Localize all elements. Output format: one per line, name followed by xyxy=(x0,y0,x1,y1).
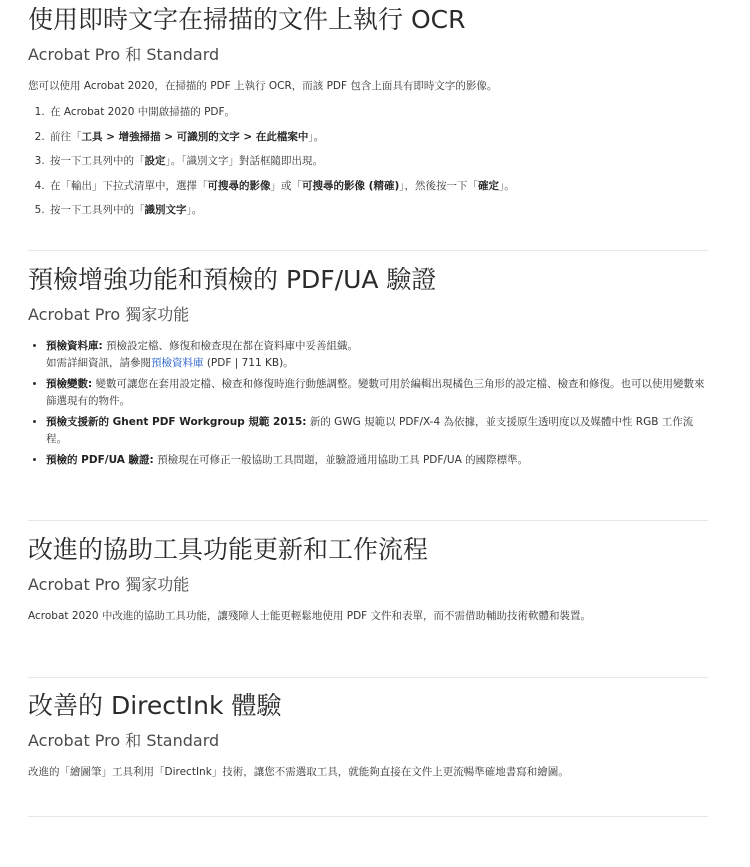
section-divider xyxy=(28,520,708,521)
bullet-heading: 預檢變數: xyxy=(46,378,93,390)
section-divider xyxy=(28,677,708,678)
bullet-text: 如需詳細資訊，請參閱 xyxy=(46,356,151,369)
list-item xyxy=(46,452,708,469)
step-emphasis: 設定 xyxy=(144,155,166,167)
section-preflight xyxy=(28,264,708,474)
preflight-bullets xyxy=(28,338,708,469)
section-divider xyxy=(28,250,708,251)
section-subtitle: Acrobat Pro 獨家功能 xyxy=(28,305,190,324)
step-emphasis: 識別文字 xyxy=(144,204,187,216)
section-paragraph: Acrobat 2020 中改進的協助工具功能，讓殘障人士能更輕鬆地使用 PDF 文件和表單，而不需借助輔助技術軟體和裝置。 xyxy=(28,610,592,622)
list-item xyxy=(46,414,708,447)
step-text: 」。 xyxy=(499,179,515,192)
section-subtitle: Acrobat Pro 獨家功能 xyxy=(28,575,190,594)
list-item xyxy=(48,174,708,199)
bullet-heading: 預檢資料庫: xyxy=(46,340,103,352)
section-ocr xyxy=(28,4,708,223)
section-title: 改善的 DirectInk 體驗 xyxy=(28,691,282,720)
ocr-steps-list xyxy=(28,100,708,223)
section-subtitle: Acrobat Pro 和 Standard xyxy=(28,731,220,750)
section-paragraph: 改進的「繪圖筆」工具利用「DirectInk」技術，讓您不需選取工具，就能夠直接在文件上更流暢準確地書寫和繪圖。 xyxy=(28,766,569,778)
bullet-text: (PDF | 711 KB)。 xyxy=(203,356,294,369)
step-emphasis: 工具 > 增強掃描 > 可識別的文字 > 在此檔案中 xyxy=(81,130,309,143)
step-emphasis: 可搜尋的影像 (精確) xyxy=(302,179,400,192)
bullet-text: 變數可讓您在套用設定檔、檢查和修復時進行動態調整。變數可用於編輯出現橘色三角形的設定檔、檢查和修復。也可以使用變數來篩選現有的物件。 xyxy=(46,378,705,407)
list-item xyxy=(46,338,708,371)
step-text: 前往「 xyxy=(50,130,82,143)
step-text: 」，然後按一下「 xyxy=(399,179,479,192)
step-text: 按一下工具列中的「 xyxy=(50,155,145,167)
bullet-heading: 預檢的 PDF/UA 驗證: xyxy=(46,454,154,466)
section-directink xyxy=(28,690,708,782)
step-text: 」。 xyxy=(186,204,203,216)
section-divider xyxy=(28,816,708,817)
bullet-text: 預檢現在可修正一般協助工具問題，並驗證通用協助工具 PDF/UA 的國際標準。 xyxy=(153,454,529,466)
section-title: 預檢增強功能和預檢的 PDF/UA 驗證 xyxy=(28,265,437,294)
step-text: 」或「 xyxy=(270,179,302,192)
preflight-library-link[interactable]: 預檢資料庫 xyxy=(151,356,204,369)
list-item xyxy=(48,149,708,174)
list-item xyxy=(48,100,708,125)
step-text: 按一下工具列中的「 xyxy=(50,204,145,216)
bullet-text: 預檢設定檔、修復和檢查現在都在資料庫中妥善組織。 xyxy=(102,340,359,352)
list-item xyxy=(48,198,708,223)
step-emphasis: 確定 xyxy=(478,179,500,192)
list-item xyxy=(48,125,708,150)
bullet-text: 新的 GWG 規範以 PDF/X-4 為依據，並支援原生透明度以及媒體中性 RGB 工作流程。 xyxy=(46,416,694,445)
section-accessibility xyxy=(28,534,708,626)
step-text: 在「輸出」下拉式清單中，選擇「 xyxy=(50,179,208,192)
step-text: 在 Acrobat 2020 中開啟掃描的 PDF。 xyxy=(50,106,236,118)
section-title: 使用即時文字在掃描的文件上執行 OCR xyxy=(28,5,466,34)
intro-paragraph: 您可以使用 Acrobat 2020，在掃描的 PDF 上執行 OCR，而該 PDF 包含上面具有即時文字的影像。 xyxy=(28,80,498,92)
step-text: 」。 xyxy=(308,130,325,143)
list-item xyxy=(46,376,708,409)
section-subtitle: Acrobat Pro 和 Standard xyxy=(28,45,220,64)
section-title: 改進的協助工具功能更新和工作流程 xyxy=(28,535,429,564)
bullet-heading: 預檢支援新的 Ghent PDF Workgroup 規範 2015: xyxy=(46,416,307,428)
step-emphasis: 可搜尋的影像 xyxy=(207,179,271,192)
step-text: 」。「識別文字」對話框隨即出現。 xyxy=(165,155,323,167)
